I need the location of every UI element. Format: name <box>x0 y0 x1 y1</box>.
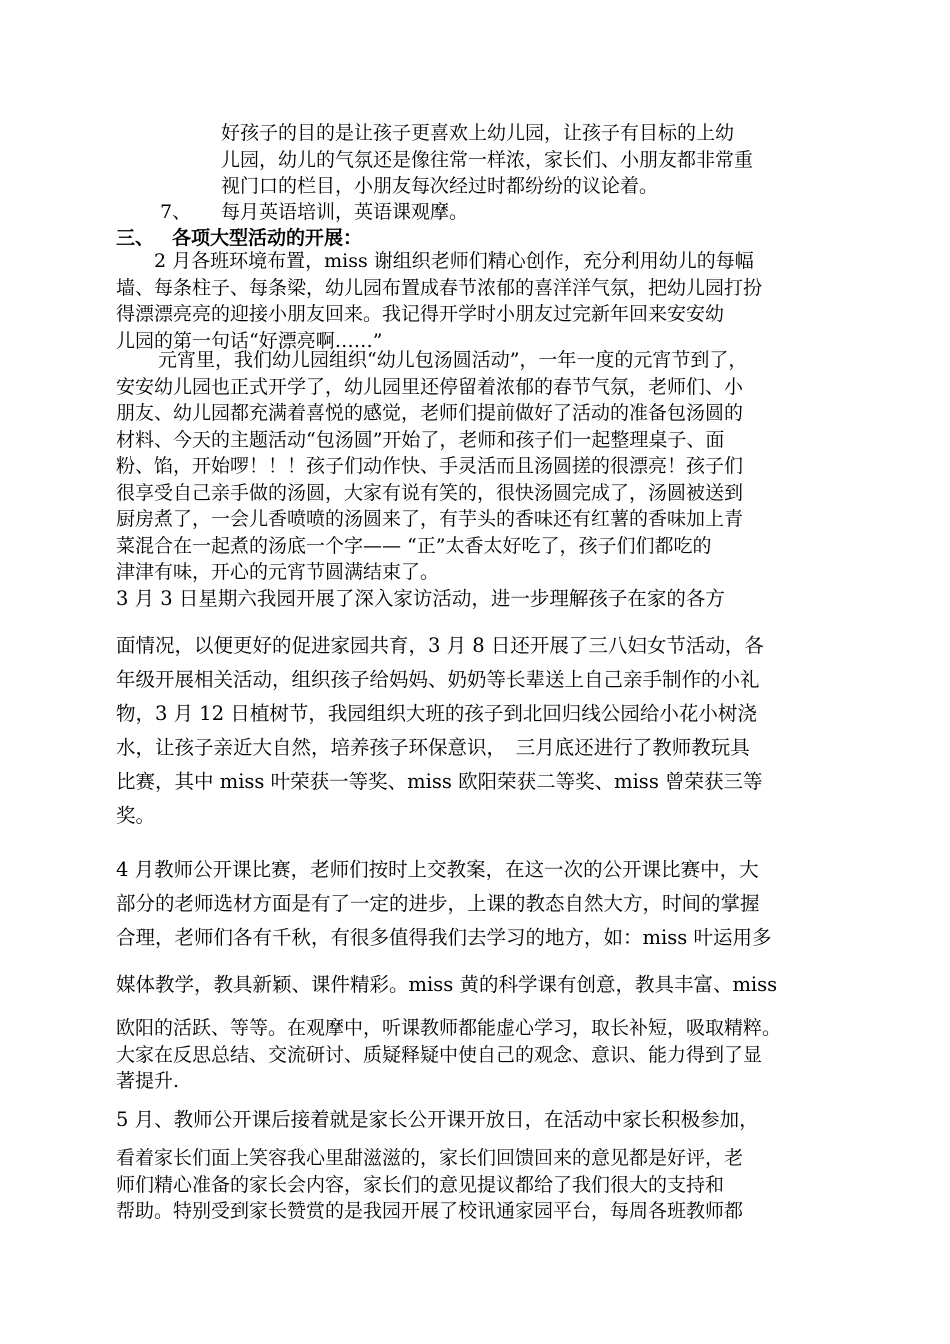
section-title: 各项大型活动的开展： <box>172 227 363 249</box>
list-item-7 <box>160 199 840 226</box>
paragraph-march <box>116 582 846 833</box>
text-line: 粉、馅，开始啰！！！孩子们动作快、手灵活而且汤圆搓的很漂亮！孩子们 <box>116 455 744 477</box>
paragraph-april-continued <box>116 1015 846 1095</box>
text-line: 水，让孩子亲近大自然，培养孩子环保意识， 三月底还进行了教师教玩具 <box>116 736 750 759</box>
text-line: 好孩子的目的是让孩子更喜欢上幼儿园，让孩子有目标的上幼 <box>221 122 735 144</box>
text-line: 部分的老师选材方面是有了一定的进步，上课的教态自然大方，时间的掌握 <box>116 892 760 915</box>
paragraph-may <box>116 1103 846 1137</box>
section-number: 三、 <box>116 227 155 249</box>
text-line: 4 月教师公开课比赛，老师们按时上交教案，在这一次的公开课比赛中，大 <box>116 858 759 881</box>
text-line: 媒体教学，教具新颖、课件精彩。miss 黄的科学课有创意，教具丰富、miss <box>116 973 778 996</box>
text-line: 安安幼儿园也正式开学了，幼儿园里还停留着浓郁的春节气氛，老师们、小 <box>116 375 744 398</box>
text-line: 厨房煮了，一会儿香喷喷的汤圆来了，有芋头的香味还有红薯的香味加上青 <box>116 508 744 530</box>
text-line: 师们精心准备的家长会内容，家长们的意见提议都给了我们很大的支持和 <box>116 1173 725 1196</box>
text-line: 津津有味，开心的元宵节圆满结束了。 <box>116 561 440 583</box>
text-line: 元宵里，我们幼儿园组织“幼儿包汤圆活动”，一年一度的元宵节到了， <box>158 349 748 371</box>
text-line: 合理，老师们各有千秋，有很多值得我们去学习的地方，如：miss 叶运用多 <box>116 926 772 949</box>
list-item-number: 7、 <box>160 201 192 223</box>
text-line: 3 月 3 日星期六我园开展了深入家访活动，进一步理解孩子在家的各方 <box>116 587 725 610</box>
text-line: 儿园的第一句话“好漂亮啊……” <box>116 329 383 352</box>
text-line: 视门口的栏目，小朋友每次经过时都纷纷的议论着。 <box>221 175 659 197</box>
paragraph-lantern-festival <box>116 347 842 586</box>
continuation-paragraph <box>221 120 841 200</box>
text-line: 很享受自己亲手做的汤圆，大家有说有笑的，很快汤圆完成了，汤圆被送到 <box>116 481 744 504</box>
text-line: 5 月、教师公开课后接着就是家长公开课开放日，在活动中家长积极参加， <box>116 1108 759 1131</box>
text-line: 年级开展相关活动，组织孩子给妈妈、奶奶等长辈送上自己亲手制作的小礼 <box>116 668 760 691</box>
text-line: 面情况，以便更好的促进家园共育，3 月 8 日还开展了三八妇女节活动，各 <box>116 634 764 657</box>
text-line: 墙、每条柱子、每条梁，幼儿园布置成春节浓郁的喜洋洋气氛，把幼儿园打扮 <box>116 276 763 299</box>
text-line: 物，3 月 12 日植树节，我园组织大班的孩子到北回归线公园给小花小树浇 <box>116 702 757 725</box>
text-line: 著提升. <box>116 1070 180 1092</box>
text-line: 2 月各班环境布置，miss 谢组织老师们精心创作，充分利用幼儿的每幅 <box>154 250 754 272</box>
text-line: 大家在反思总结、交流研讨、质疑释疑中使自己的观念、意识、能力得到了显 <box>116 1043 763 1066</box>
text-line: 欧阳的活跃、等等。在观摩中，听课教师都能虚心学习，取长补短，吸取精粹。 <box>116 1017 782 1039</box>
text-line: 奖。 <box>116 804 156 827</box>
text-line: 比赛，其中 miss 叶荣获一等奖、miss 欧阳荣获二等奖、miss 曾荣获三等 <box>116 770 763 793</box>
text-line: 儿园，幼儿的气氛还是像往常一样浓，家长们、小朋友都非常重 <box>221 148 754 171</box>
paragraph-february <box>116 248 842 354</box>
text-line: 材料、今天的主题活动“包汤圆”开始了，老师和孩子们一起整理桌子、面 <box>116 428 725 451</box>
text-line: 帮助。特别受到家长赞赏的是我园开展了校讯通家园平台，每周各班教师都 <box>116 1200 744 1222</box>
list-item-text: 每月英语培训，英语课观摩。 <box>221 201 469 223</box>
text-line: 朋友、幼儿园都充满着喜悦的感觉，老师们提前做好了活动的准备包汤圆的 <box>116 402 744 424</box>
text-line: 看着家长们面上笑容我心里甜滋滋的，家长们回馈回来的意见都是好评，老 <box>116 1147 744 1169</box>
text-line: 菜混合在一起煮的汤底一个字—— “正”太香太好吃了，孩子们们都吃的 <box>116 534 712 557</box>
text-line: 得漂漂亮亮的迎接小朋友回来。我记得开学时小朋友过完新年回来安安幼 <box>116 303 725 325</box>
paragraph-april <box>116 853 846 1002</box>
paragraph-may-continued <box>116 1145 846 1225</box>
